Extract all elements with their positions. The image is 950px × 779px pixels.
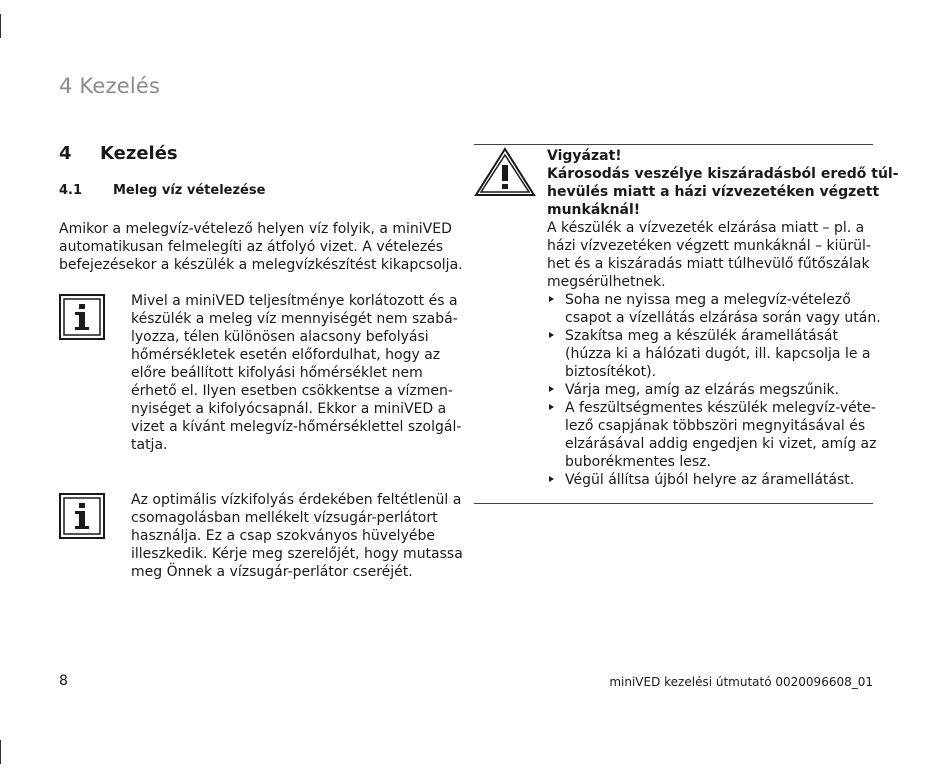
section-heading <box>59 183 265 198</box>
info-note-line: csomagolásban mellékelt vízsugár-perlátort <box>131 510 438 526</box>
document-reference: miniVED kezelési útmutató 0020096608_01 <box>609 675 873 689</box>
list-item <box>547 471 877 489</box>
warning-subheading-line: Károsodás veszélye kiszáradásból eredő túl- <box>547 166 899 182</box>
list-item <box>547 381 877 399</box>
bullet-arrow-icon <box>549 296 554 302</box>
list-item <box>547 327 877 381</box>
info-note-line: tatja. <box>131 437 168 453</box>
info-icon <box>59 294 105 340</box>
info-note-2 <box>131 491 463 581</box>
info-note-line: meg Önnek a vízsugár-perlátor cseréjét. <box>131 564 413 580</box>
page-number: 8 <box>59 673 68 689</box>
list-item <box>547 291 881 327</box>
info-note-line: Az optimális vízkifolyás érdekében feltétlenül a <box>131 492 462 508</box>
warning-subheading-line: munkáknál! <box>547 202 641 218</box>
warning-heading: Vigyázat! <box>547 148 622 164</box>
list-item-line: lező csapjának többszöri megnyitásával és <box>565 418 866 434</box>
warning-body-line: házi vízvezetéken végzett munkáknál – kiürül- <box>547 238 871 254</box>
info-icon <box>59 493 105 539</box>
list-item-line: Szakítsa meg a készülék áramellátását <box>565 328 838 344</box>
info-note-line: használja. Ez a csap szokványos hüvelyébe <box>131 528 435 544</box>
list-item-line: Soha ne nyissa meg a melegvíz-vételező <box>565 292 851 308</box>
warning-subheading-line: hevülés miatt a házi vízvezetéken végzett <box>547 184 880 200</box>
info-note-line: nyiséget a kifolyócsapnál. Ekkor a miniVED a <box>131 401 447 417</box>
info-note-line: Mivel a miniVED teljesítménye korlátozott és a <box>131 293 458 309</box>
chapter-number: 4 <box>59 143 72 164</box>
warning-body-line: A készülék a vízvezeték elzárása miatt – pl. a <box>547 220 865 236</box>
list-item-line: csapot a vízellátás elzárása során vagy után. <box>565 310 881 326</box>
info-note-line: lyozza, télen különösen alacsony befolyási <box>131 329 429 345</box>
intro-line: Amikor a melegvíz-vételező helyen víz folyik, a miniVED <box>59 221 452 237</box>
warning-bottom-rule <box>474 503 873 504</box>
list-item-line: Várja meg, amíg az elzárás megszűnik. <box>565 382 840 398</box>
bullet-arrow-icon <box>549 404 554 410</box>
crop-mark-top <box>0 14 1 38</box>
section-title: Meleg víz vételezése <box>113 183 266 198</box>
list-item-line: biztosítékot). <box>565 364 657 380</box>
bullet-arrow-icon <box>549 476 554 482</box>
warning-body-line: megsérülhetnek. <box>547 274 666 290</box>
list-item-line: (húzza ki a hálózati dugót, ill. kapcsolja le a <box>565 346 871 362</box>
warning-content <box>547 147 899 489</box>
bullet-arrow-icon <box>549 386 554 392</box>
info-note-line: előre beállított kifolyási hőmérséklet nem <box>131 365 423 381</box>
list-item-line: elzárásával addig engedjen ki vizet, amíg az <box>565 436 877 452</box>
warning-top-rule <box>474 144 873 145</box>
intro-line: automatikusan felmelegíti az átfolyó vizet. A vételezés <box>59 239 444 255</box>
intro-paragraph <box>59 220 463 274</box>
chapter-title: Kezelés <box>100 143 178 164</box>
running-header: 4 Kezelés <box>59 74 161 98</box>
list-item-line: Végül állítsa újból helyre az áramellátást. <box>565 472 855 488</box>
info-note-line: hőmérsékletek esetén előfordulhat, hogy az <box>131 347 441 363</box>
crop-mark-bottom <box>0 740 1 764</box>
info-note-line: készülék a meleg víz mennyiségét nem szabá- <box>131 311 458 327</box>
list-item <box>547 399 877 471</box>
warning-triangle-icon <box>474 147 536 197</box>
info-note-1 <box>131 292 461 454</box>
section-number: 4.1 <box>59 183 83 198</box>
info-note-line: érhető el. Ilyen esetben csökkentse a vízmen- <box>131 383 453 399</box>
bullet-arrow-icon <box>549 332 554 338</box>
list-item-line: buborékmentes lesz. <box>565 454 711 470</box>
warning-body-line: het és a kiszáradás miatt túlhevülő fűtőszálak <box>547 256 870 272</box>
warning-action-list <box>547 291 881 489</box>
chapter-heading <box>59 143 178 164</box>
info-note-line: illeszkedik. Kérje meg szerelőjét, hogy mutassa <box>131 546 463 562</box>
list-item-line: A feszültségmentes készülék melegvíz-véte- <box>565 400 876 416</box>
info-note-line: vizet a kívánt melegvíz-hőmérséklettel szolgál- <box>131 419 462 435</box>
intro-line: befejezésekor a készülék a melegvízkészítést kikapcsolja. <box>59 257 463 273</box>
